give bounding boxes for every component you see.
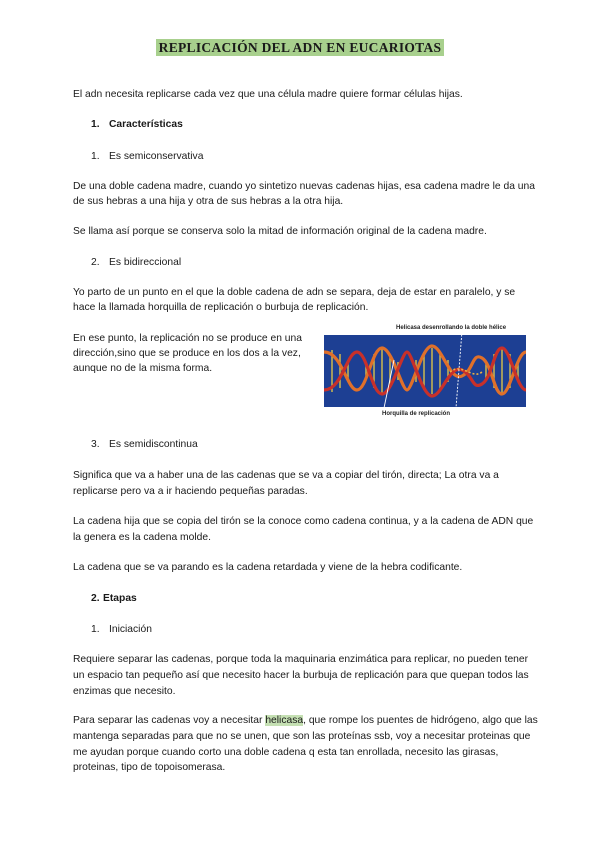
figure-bottom-caption: Horquilla de replicación: [382, 411, 451, 417]
paragraph-line: La cadena que se va parando es la cadena retardada y viene de la hebra codificante.: [73, 562, 463, 573]
item-iniciacion: Iniciación: [109, 624, 152, 635]
paragraph-line: enzimas que necesito.: [73, 686, 176, 697]
paragraph-line: un espacio tan pequeño así que necesito hacer la burbuja de replicación para que quepan todos las: [73, 670, 529, 681]
paragraph-line: la genera es la cadena molde.: [73, 532, 211, 543]
paragraph-line: me ayudan porque cuando corto una doble cadena q esta tan enrollada, necesito las girasas,: [73, 747, 499, 758]
item-semiconservativa: Es semiconservativa: [109, 151, 204, 162]
paragraph-line: Yo parto de un punto en el que la doble cadena de adn se separa, deja de estar en paralelo, y se: [73, 287, 516, 298]
paragraph-line: hace la llamada horquilla de replicación o burbuja de replicación.: [73, 302, 369, 313]
title-text: REPLICACIÓN DEL ADN EN EUCARIOTAS: [156, 39, 445, 56]
figure-top-caption: Helicasa desenrollando la doble hélice: [396, 325, 507, 331]
paragraph-line: La cadena hija que se copia del tirón se la conoce como cadena continua, y a la cadena de ADN que: [73, 516, 534, 527]
paragraph-line: replicarse pero va a ir haciendo pequeñas paradas.: [73, 486, 308, 497]
item-semidiscontinua: Es semidiscontinua: [109, 439, 198, 450]
figure-background: [324, 335, 526, 407]
item-bidireccional: Es bidireccional: [109, 257, 182, 268]
highlighted-word-helicasa: helicasa: [265, 715, 304, 726]
document-title: [0, 39, 600, 57]
section-number: 2.: [91, 593, 100, 604]
section-number: 1.: [91, 119, 100, 130]
paragraph-line: aunque no de la misma forma.: [73, 363, 213, 374]
intro-paragraph: El adn necesita replicarse cada vez que una célula madre quiere formar células hijas.: [73, 89, 463, 100]
text-run: Para separar las cadenas voy a necesitar: [73, 715, 266, 726]
paragraph-line: Se llama así porque se conserva solo la mitad de información original de la cadena madre.: [73, 226, 487, 237]
paragraph-line: Significa que va a haber una de las cadenas que se va a copiar del tirón, directa; La otra va a: [73, 470, 499, 481]
list-number: 2.: [91, 257, 100, 268]
paragraph-line: de sus hebras a una hija y otra de sus hebras a la otra hija.: [73, 196, 344, 207]
list-number: 1.: [91, 624, 100, 635]
paragraph-line: dirección,sino que se produce en los dos a la vez,: [73, 348, 301, 359]
paragraph-line: proteinas, tipo de topoisomerasa.: [73, 762, 226, 773]
paragraph-line: De una doble cadena madre, cuando yo sintetizo nuevas cadenas hijas, esa cadena madre le da una: [73, 181, 535, 192]
text-run: , que rompe los puentes de hidrógeno, algo que las: [303, 715, 538, 726]
section-heading-caracteristicas: Características: [109, 119, 183, 130]
paragraph-line: Requiere separar las cadenas, porque toda la maquinaria enzimática para replicar, no pueden tener: [73, 654, 529, 665]
section-heading-etapas: Etapas: [103, 593, 137, 604]
dna-replication-figure: [322, 322, 528, 418]
paragraph-line: En ese punto, la replicación no se produce en una: [73, 333, 302, 344]
list-number: 3.: [91, 439, 100, 450]
paragraph-line: [73, 713, 538, 728]
list-number: 1.: [91, 151, 100, 162]
paragraph-line: mantenga separadas para que no se unen, que son las proteínas ssb, voy a necesitar proteinas que: [73, 731, 531, 742]
